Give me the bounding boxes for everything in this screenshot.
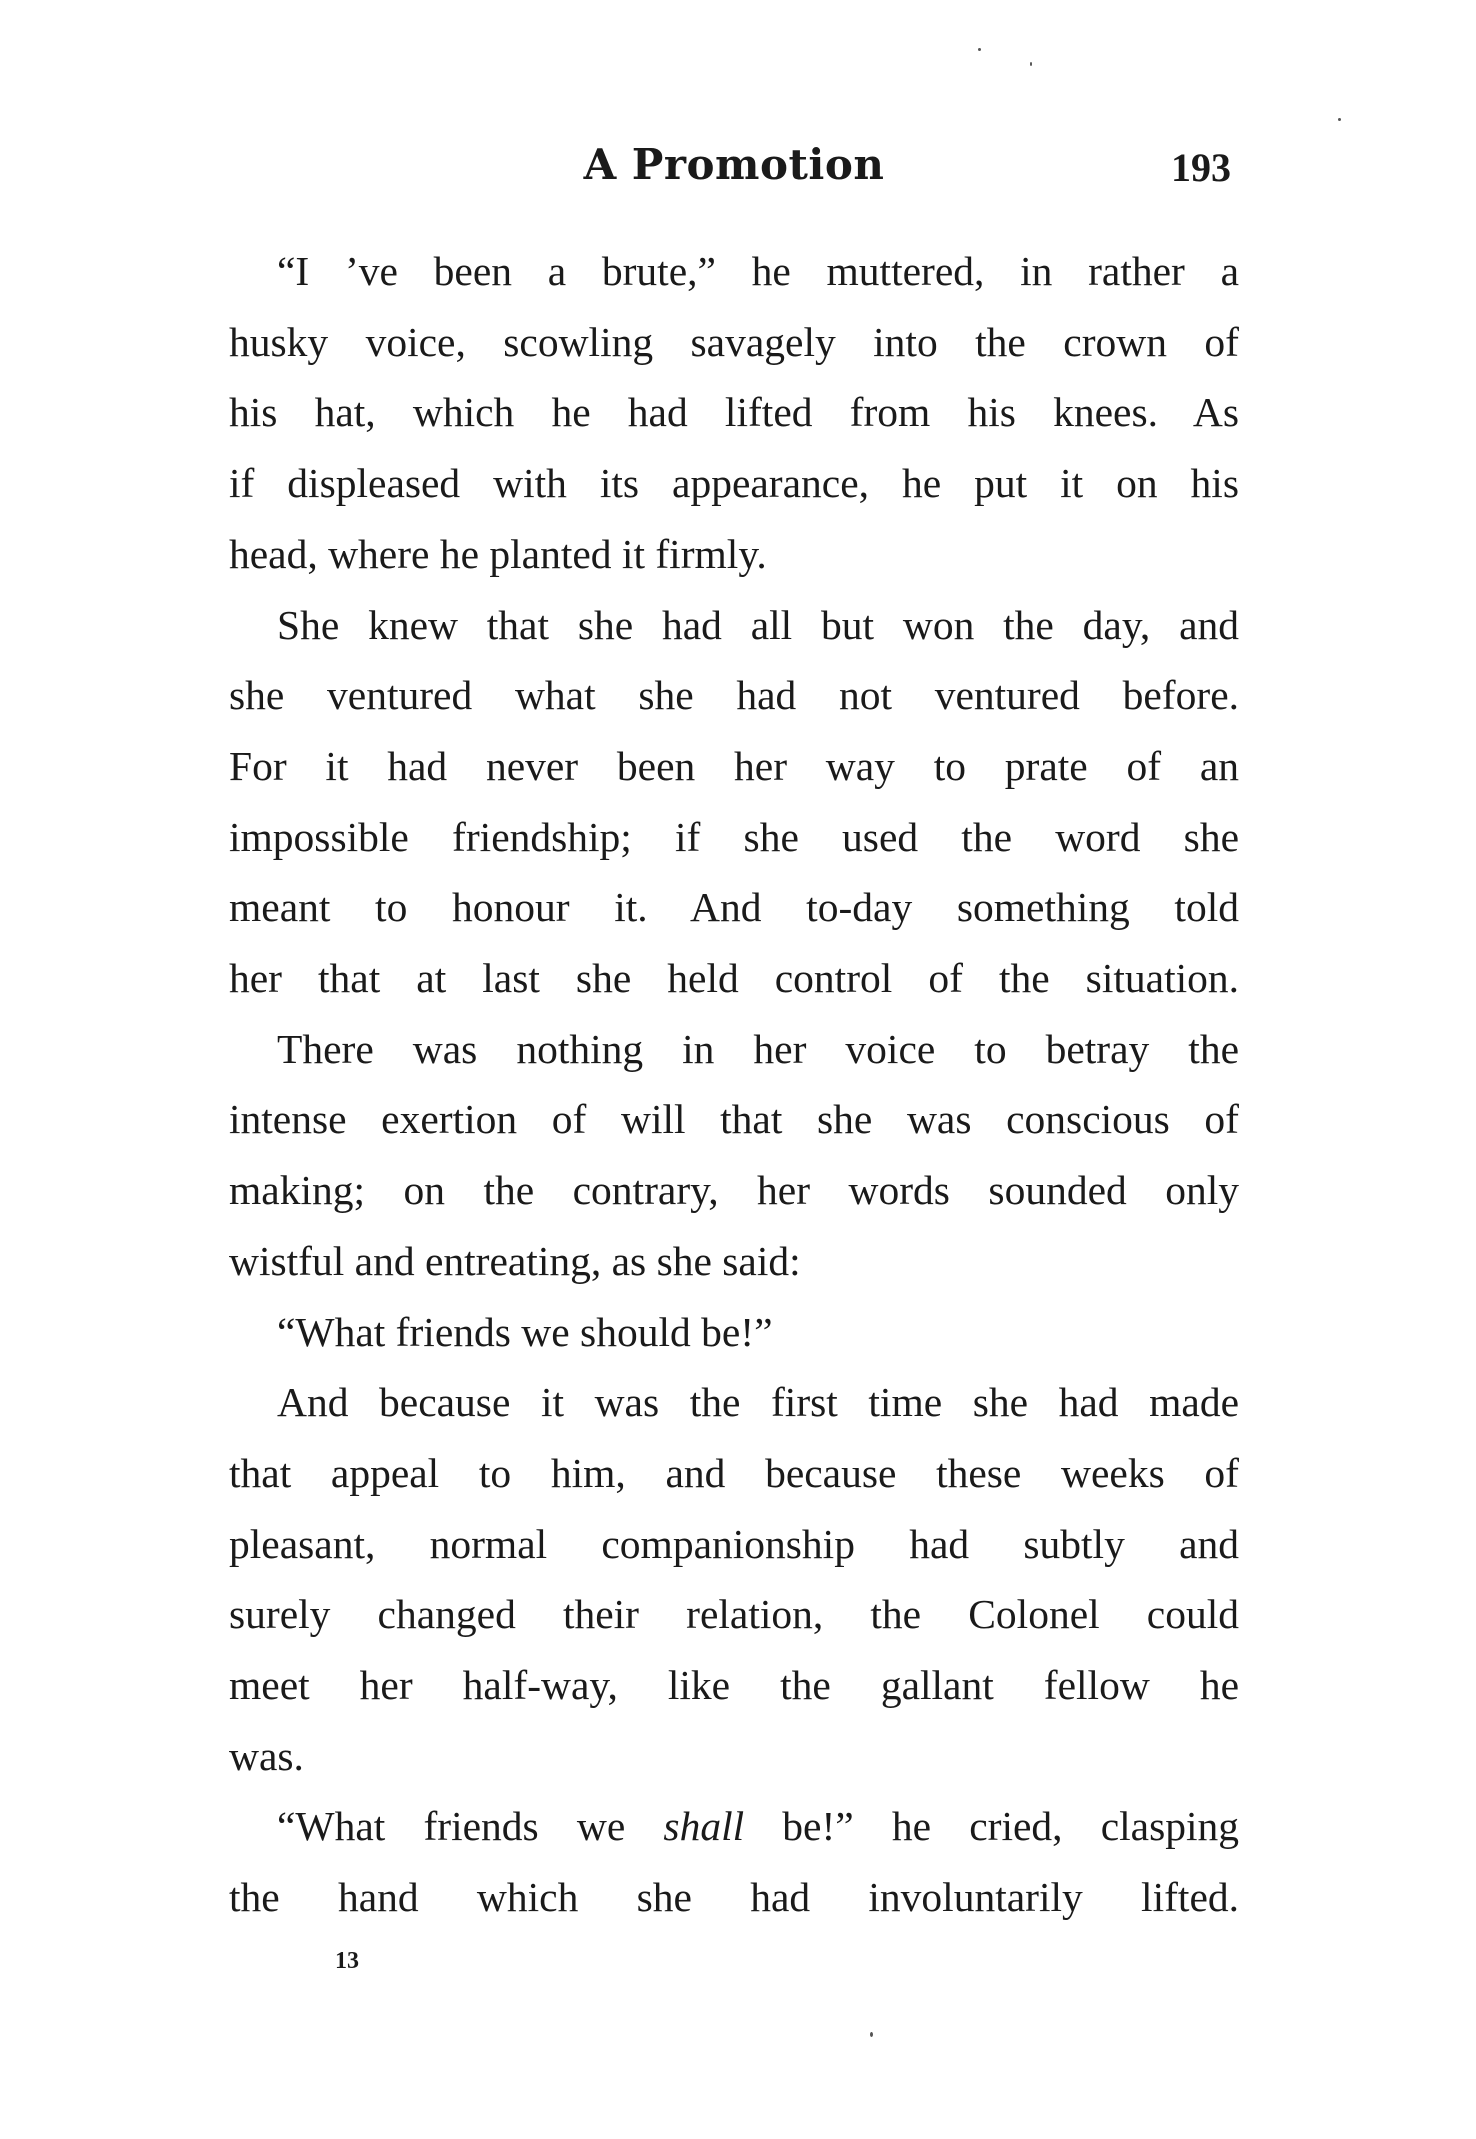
paper-speck <box>1338 118 1341 121</box>
emphasized-word: shall <box>663 1803 745 1850</box>
text-line: that appeal to him, and because these weeks of <box>229 1449 1239 1496</box>
text-line: his hat, which he had lifted from his knees. As <box>229 389 1239 436</box>
text-line: For it had never been her way to prate of an <box>229 742 1239 789</box>
text-line: making; on the contrary, her words sounded only <box>229 1167 1239 1214</box>
text-line: the hand which she had involuntarily lifted. <box>229 1874 1239 1921</box>
text-line: meant to honour it. And to-day something told <box>229 884 1239 931</box>
signature-mark: 13 <box>335 1948 359 1974</box>
text-line: And because it was the first time she had made <box>277 1379 1239 1426</box>
text-line: wistful and entreating, as she said: <box>229 1237 801 1284</box>
text-line: She knew that she had all but won the day, and <box>277 601 1239 648</box>
text-line: her that at last she held control of the situation. <box>229 955 1239 1002</box>
text-line: pleasant, normal companionship had subtly and <box>229 1520 1239 1567</box>
paper-speck <box>978 48 981 51</box>
paper-speck <box>870 2032 873 2037</box>
body-text <box>229 236 1239 1933</box>
text-line: “What friends we shall be!” he cried, clasping <box>277 1803 1239 1850</box>
text-line: “I ’ve been a brute,” he muttered, in rather a <box>277 248 1239 294</box>
text-line: impossible friendship; if she used the word she <box>229 813 1239 860</box>
text-line: if displeased with its appearance, he put it on his <box>229 460 1239 507</box>
text-line: intense exertion of will that she was conscious of <box>229 1096 1239 1143</box>
text-line: meet her half-way, like the gallant fellow he <box>229 1662 1239 1709</box>
text-line: she ventured what she had not ventured before. <box>229 672 1239 719</box>
text-line: There was nothing in her voice to betray the <box>277 1025 1239 1072</box>
text-line: head, where he planted it firmly. <box>229 530 767 577</box>
text-line: was. <box>229 1732 304 1779</box>
text-line: surely changed their relation, the Colonel could <box>229 1591 1239 1638</box>
text-line: husky voice, scowling savagely into the crown of <box>229 318 1239 365</box>
page-number: 193 <box>1171 145 1231 190</box>
paper-speck <box>1030 62 1032 66</box>
running-title: A Promotion <box>583 140 885 189</box>
text-line: “What friends we should be!” <box>277 1308 773 1355</box>
running-head <box>229 140 1239 200</box>
